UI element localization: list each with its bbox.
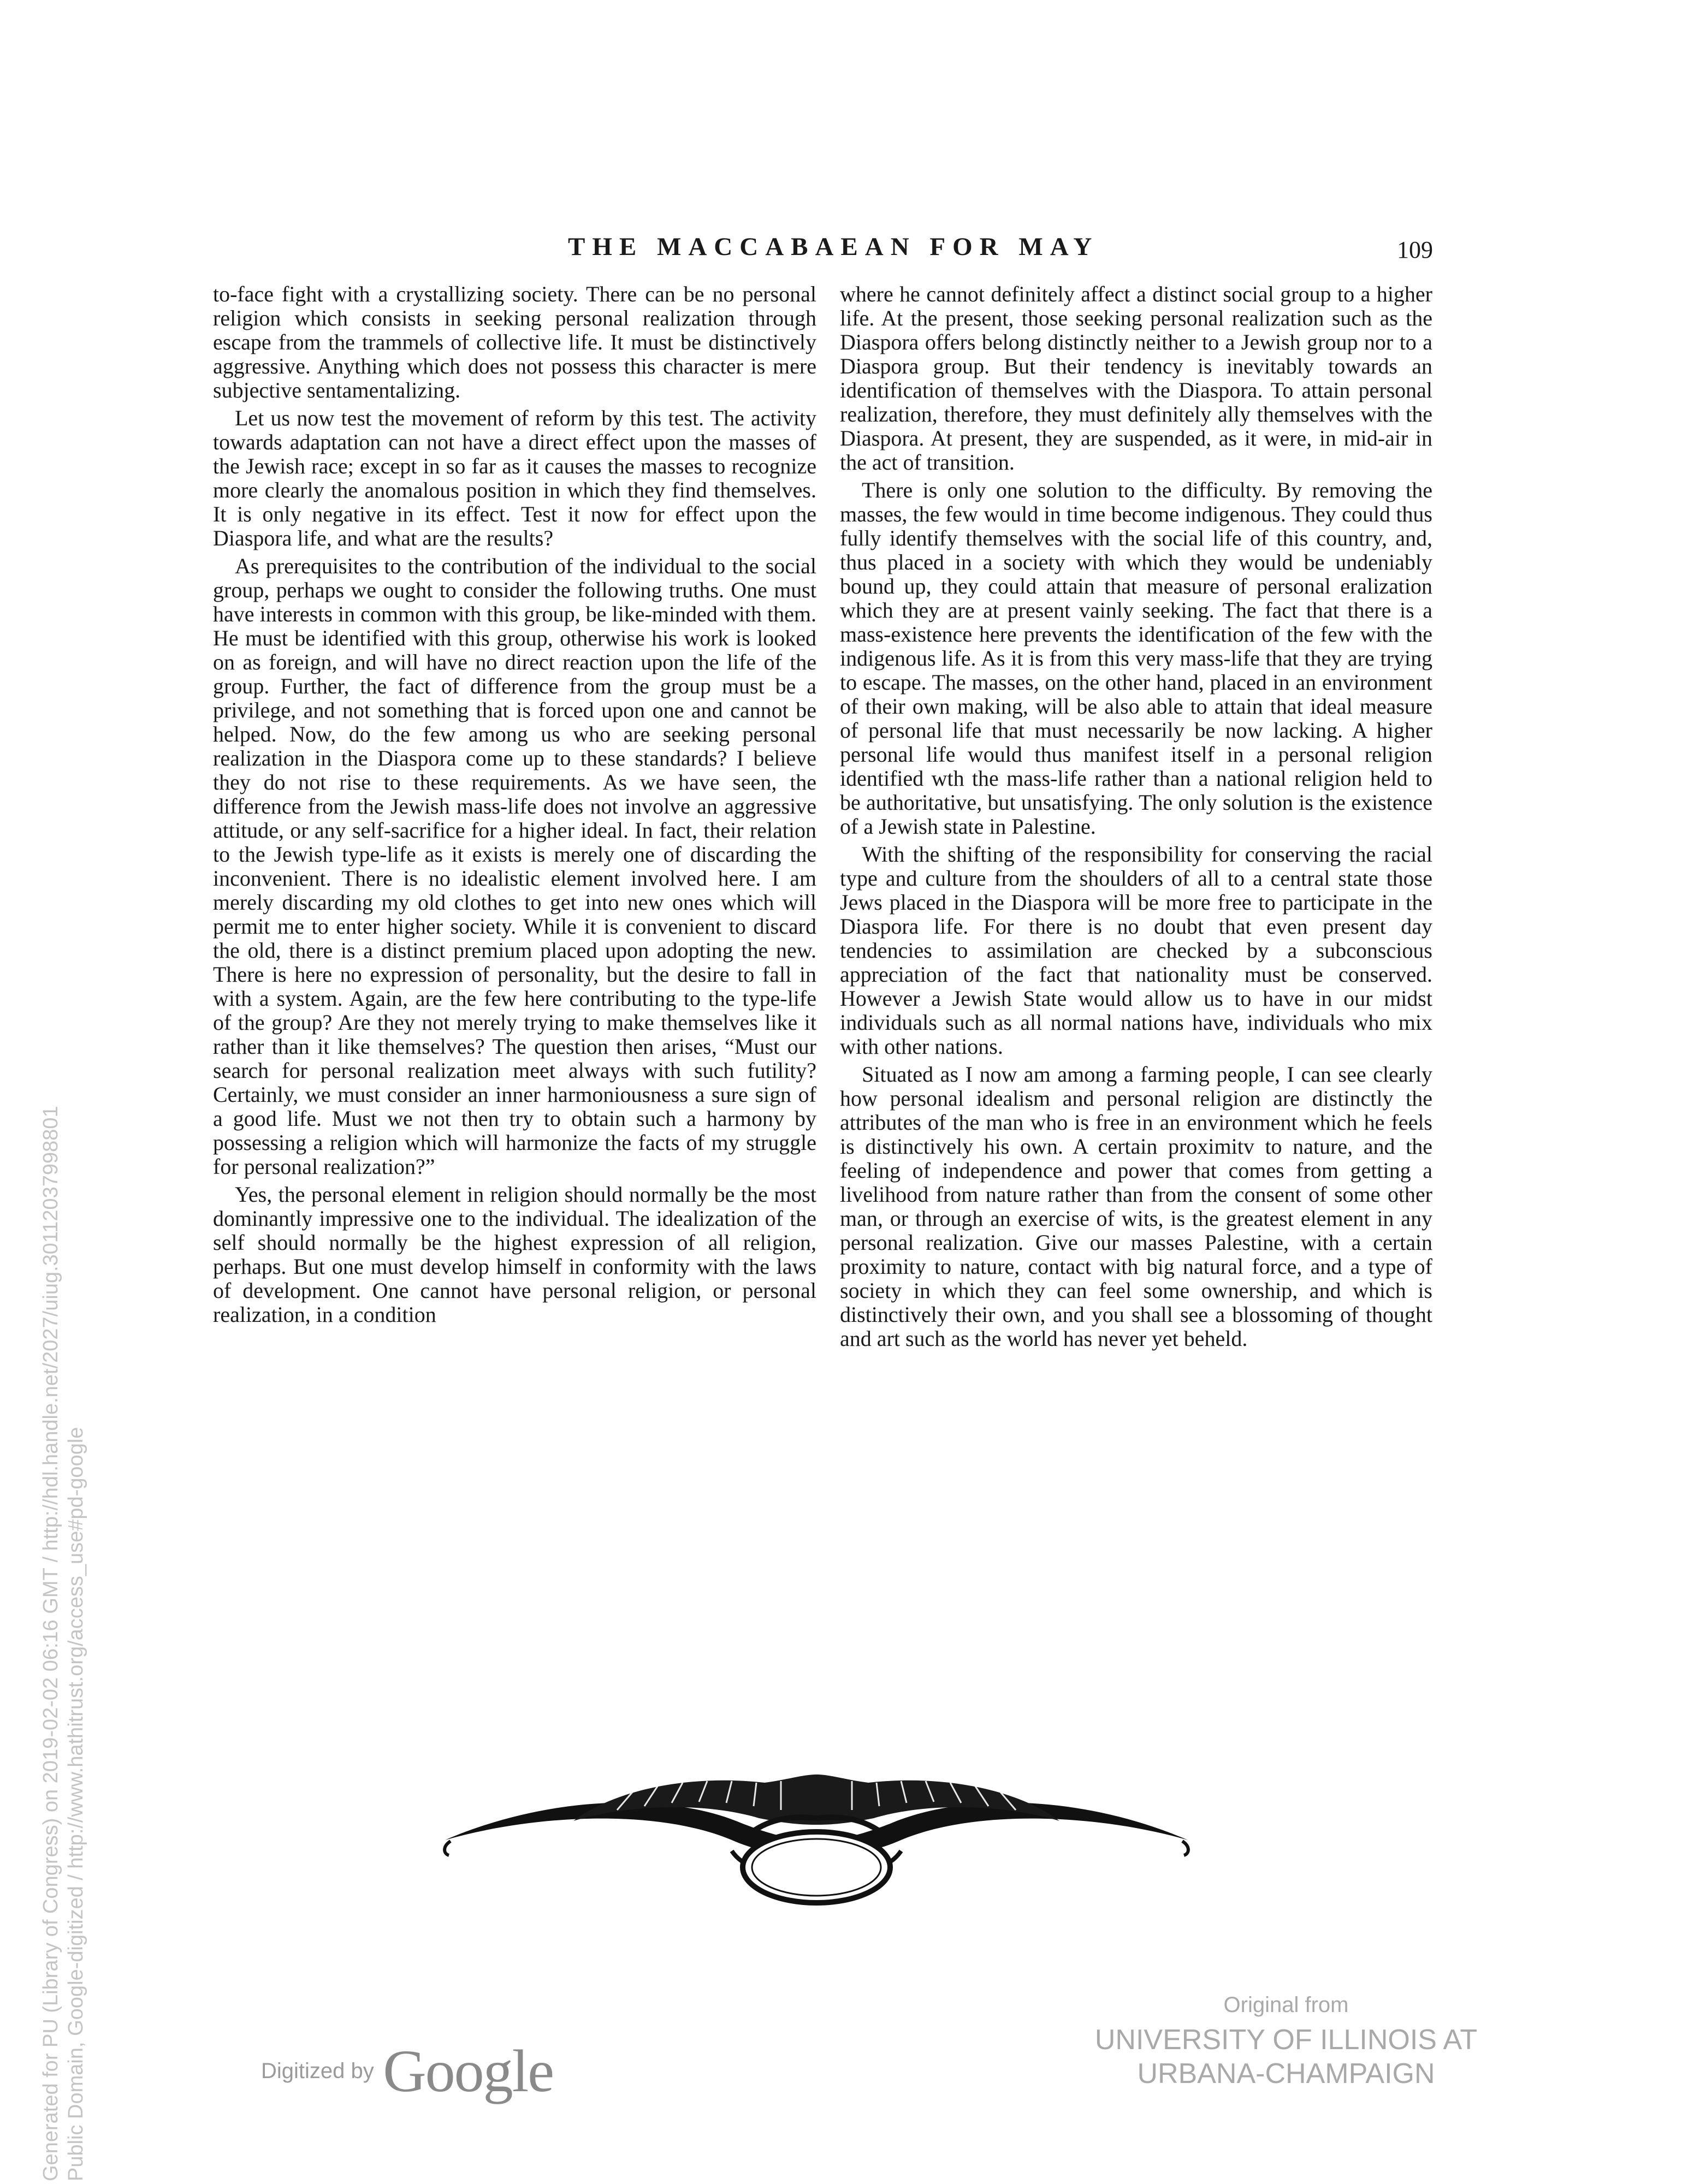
hathitrust-watermark: [38, 1106, 88, 2181]
winged-sun-vignette-icon: [437, 1758, 1196, 1916]
paragraph: There is only one solution to the difficulty. By removing the masses, the few would in time become indigenous. They could thus fully identify themselves with the social life of this country, and, thus placed in a society with which they would be undeniably bound up, they could attain that measure of personal eralization which they are at present vainly seeking. The fact that there is a mass-existence here prevents the identification of the few with the indigenous life. As it is from this very mass-life that they are trying to escape. The masses, on the other hand, placed in an environment of their own making, will be also able to attain that ideal measure of personal life that must necessarily be now lacking. A higher personal life would thus manifest itself in a personal religion identified wth the mass-life rather than a national religion held to be authoritative, but unsatisfying. The only solution is the existence of a Jewish state in Palestine.: [840, 478, 1432, 839]
google-logo: Google: [383, 2038, 554, 2104]
paragraph: Situated as I now am among a farming people, I can see clearly how personal idealism and personal religion are distinctly the attributes of the man who is free in an environment which he feels is distinctively his own. A certain proximitv to nature, and the feeling of independence and power that comes from getting a livelihood from nature rather than from the consent of some other man, or through an exercise of wits, is the greatest element in any personal realization. Give our masses Palestine, with a certain proximity to nature, contact with big natural force, and a type of society in which they can feel some ownership, and which is distinctively their own, and you shall see a blossoming of thought and art such as the world has never yet beheld.: [840, 1062, 1432, 1351]
original-from-label: Original from: [1223, 1993, 1349, 2017]
page-number: 109: [1397, 236, 1433, 263]
paragraph: With the shifting of the responsibility for conserving the racial type and culture from the shoulders of all to a central state those Jews placed in the Diaspora will be more free to participate in the Diaspora life. For there is no doubt that even present day tendencies to assimilation are checked by a subconscious appreciation of the fact that nationality must be conserved. However a Jewish State would allow us to have in our midst individuals such as all normal nations have, individuals who mix with other nations.: [840, 842, 1432, 1059]
institution-name-line1: UNIVERSITY OF ILLINOIS AT: [1094, 2024, 1478, 2056]
paragraph: As prerequisites to the contribution of the individual to the social group, perhaps we ought to consider the following truths. One must have interests in common with this group, be like-minded with them. He must be identified with this group, otherwise his work is looked on as foreign, and will have no direct reaction upon the life of the group. Further, the fact of difference from the group must be a privilege, and not something that is forced upon one and cannot be helped. Now, do the few among us who are seeking personal realization in the Diaspora come up to these standards? I believe they do not rise to these requirements. As we have seen, the difference from the Jewish mass-life does not involve an aggressive attitude, or any self-sacrifice for a higher ideal. In fact, their relation to the Jewish type-life as it exists is merely one of discarding the inconvenient. There is no idealistic element involved here. I am merely discarding my old clothes to get into new ones which will permit me to enter higher society. While it is convenient to discard the old, there is a distinct premium placed upon adopting the new. There is here no expression of personality, but the desire to fall in with a system. Again, are the few here contributing to the type-life of the group? Are they not merely trying to make themselves like it rather than it like themselves? The question then arises, “Must our search for personal realization meet always with such futility? Certainly, we must consider an inner harmoniousness a sure sign of a good life. Must we not then try to obtain such a harmony by possessing a religion which will harmonize the facts of my struggle for personal realization?”: [213, 554, 816, 1179]
paragraph: where he cannot definitely affect a distinct social group to a higher life. At the present, those seeking personal realization such as the Diaspora offers belong distinctly neither to a Jewish group nor to a Diaspora group. But their tendency is inevitably towards an identification of themselves with the Diaspora. To attain personal realization, therefore, they must definitely ally themselves with the Diaspora. At present, they are suspended, as it were, in mid-air in the act of transition.: [840, 282, 1432, 474]
watermark-line: Generated for PU (Library of Congress) on 2019-02-02 06:16 GMT / http://hdl.handle.net/2027/uiug.30112037998801: [39, 1106, 62, 2181]
digitized-by-label: Digitized by: [261, 2059, 374, 2083]
right-column: [840, 282, 1432, 1355]
running-title: THE MACCABAEAN FOR MAY: [568, 233, 1099, 261]
left-column: [213, 282, 816, 1331]
paragraph: to-face fight with a crystallizing society. There can be no personal religion which consists in seeking personal realization through escape from the trammels of collective life. It must be distinctively aggressive. Anything which does not possess this character is mere subjective sentamentalizing.: [213, 282, 816, 402]
paragraph: Let us now test the movement of reform by this test. The activity towards adaptation can not have a direct effect upon the masses of the Jewish race; except in so far as it causes the masses to recognize more clearly the anomalous position in which they find themselves. It is only negative in its effect. Test it now for effect upon the Diaspora life, and what are the results?: [213, 406, 816, 550]
paragraph: Yes, the personal element in religion should normally be the most dominantly impressive one to the individual. The idealization of the self should normally be the highest expression of all religion, perhaps. But one must develop himself in conformity with the laws of development. One cannot have personal religion, or personal realization, in a condition: [213, 1182, 816, 1327]
institution-name-line2: URBANA-CHAMPAIGN: [1137, 2058, 1435, 2090]
google-digitized-mark: [261, 2037, 553, 2106]
watermark-line: Public Domain, Google-digitized / http://www.hathitrust.org/access_use#pd-google: [64, 1427, 87, 2181]
